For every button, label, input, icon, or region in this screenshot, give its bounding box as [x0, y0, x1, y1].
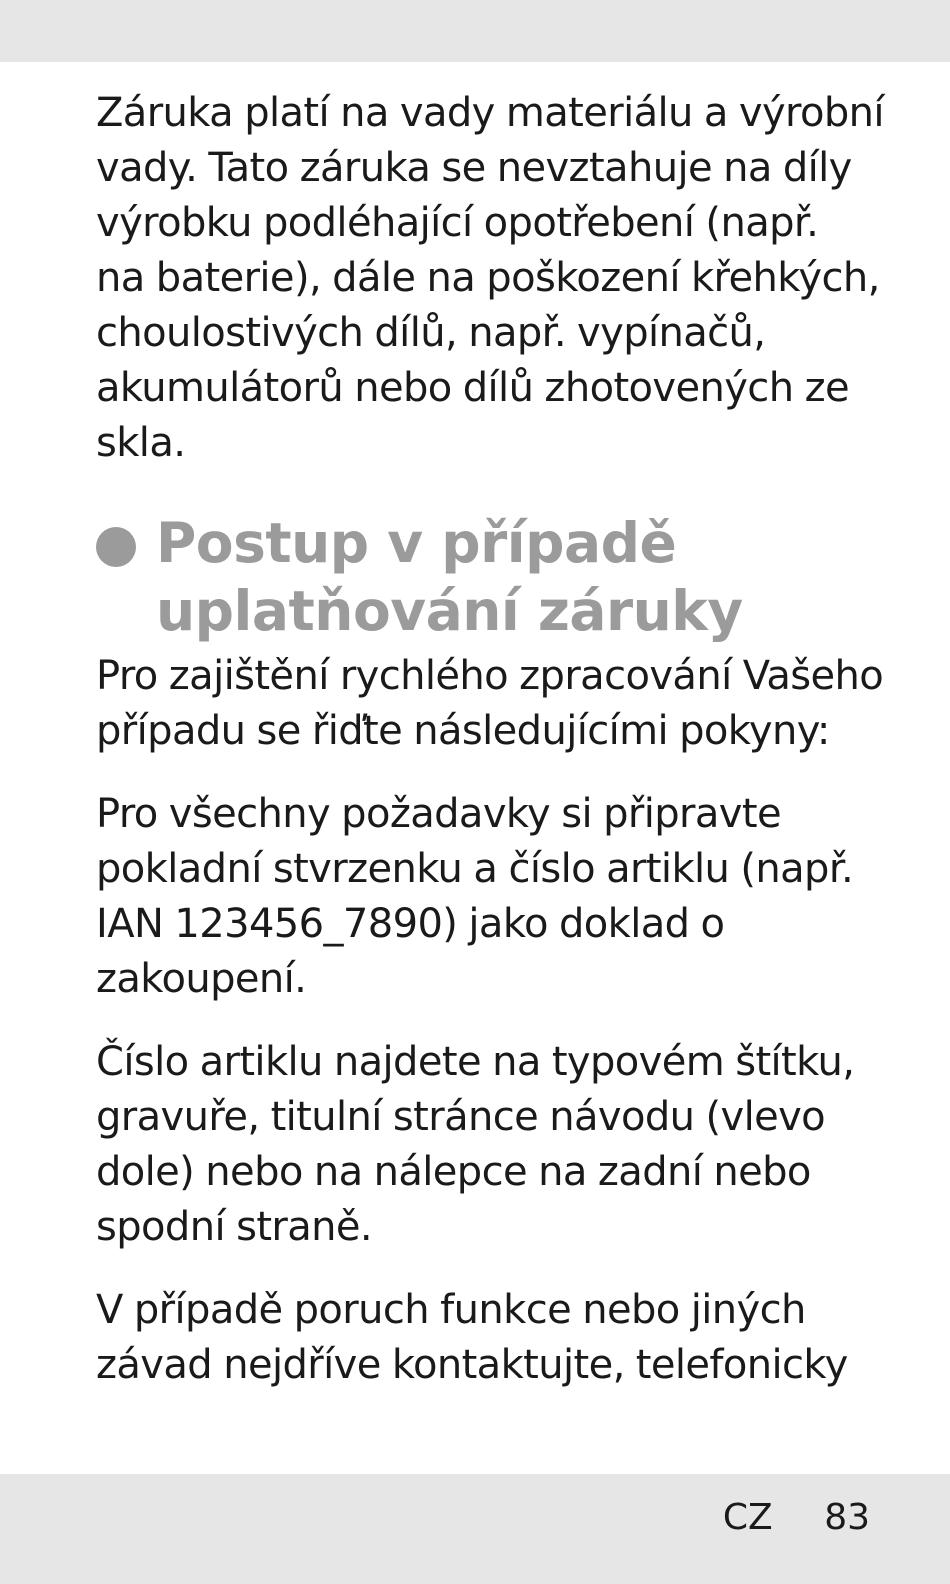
top-band	[0, 0, 950, 62]
warranty-scope-paragraph: Záruka platí na vady materiálu a výrobní vady. Tato záruka se nevztahuje na díly výrobku podléhající opotřebení (např. na baterie), dále na poškození křehkých, choulostivých dílů, např. vypínačů, akumulátorů nebo dílů zhotovených ze skla.	[96, 90, 884, 466]
article-number-paragraph: Číslo artiklu najdete na typovém štítku, gravuře, titulní stránce návodu (vlevo dole) nebo na nálepce na zadní nebo spodní straně.	[96, 1039, 855, 1250]
receipt-paragraph: Pro všechny požadavky si připravte pokladní stvrzenku a číslo artiklu (např. IAN 123456_7890) jako doklad o zakoupení.	[96, 791, 854, 1002]
malfunction-paragraph: V případě poruch funkce nebo jiných závad nejdříve kontaktujte, telefonicky	[96, 1287, 848, 1388]
bullet-icon	[96, 527, 136, 567]
page-content	[96, 86, 916, 1393]
language-code: CZ	[722, 1497, 773, 1538]
section-title: Postup v případě uplatňování záruky	[156, 511, 743, 643]
section-heading	[96, 509, 916, 645]
instructions-intro-paragraph: Pro zajištění rychlého zpracování Vašeho případu se řiďte následujícími pokyny:	[96, 653, 884, 754]
page-footer	[723, 1496, 870, 1540]
page-number: 83	[824, 1497, 870, 1538]
